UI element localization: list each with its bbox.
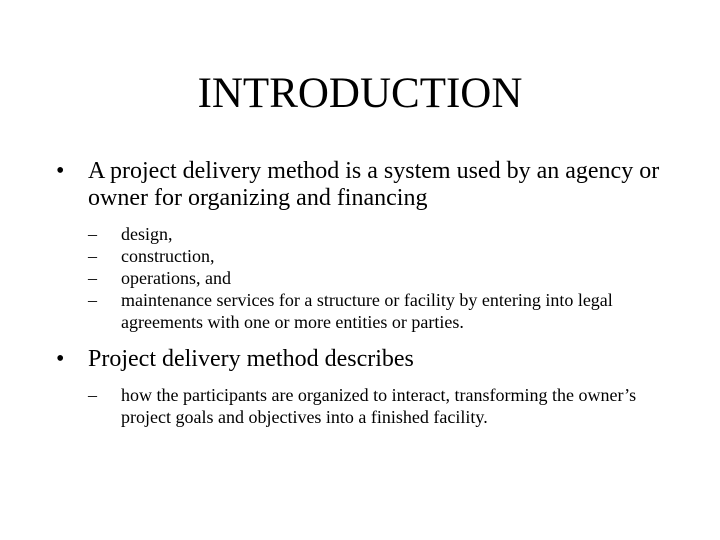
sub-item [56,267,676,289]
bullet-2-subitems [56,384,676,428]
sub-item [56,223,676,245]
dash-icon: – [88,385,97,405]
slide-title: INTRODUCTION [197,70,523,117]
sub-item-text: construction, [121,246,215,266]
sub-item-text: how the participants are organized to interact, transforming the owner’s project goals and objectives into a finished facility. [121,385,637,427]
sub-item-text: operations, and [121,268,231,288]
bullet-1-subitems [56,223,676,333]
bullet-2-text: Project delivery method describes [88,346,414,372]
bullet-icon: • [56,158,65,184]
slide-body [56,158,676,428]
bullet-1-text: A project delivery method is a system used by an agency or owner for organizing and financing [88,158,660,211]
sub-item [56,384,676,428]
bullet-2 [56,346,676,373]
dash-icon: – [88,246,97,266]
sub-item [56,289,676,333]
dash-icon: – [88,224,97,244]
sub-item [56,245,676,267]
dash-icon: – [88,268,97,288]
bullet-1 [56,158,676,212]
sub-item-text: maintenance services for a structure or facility by entering into legal agreements with one or more entities or parties. [121,290,613,332]
bullet-icon: • [56,346,65,372]
sub-item-text: design, [121,224,173,244]
dash-icon: – [88,290,97,310]
